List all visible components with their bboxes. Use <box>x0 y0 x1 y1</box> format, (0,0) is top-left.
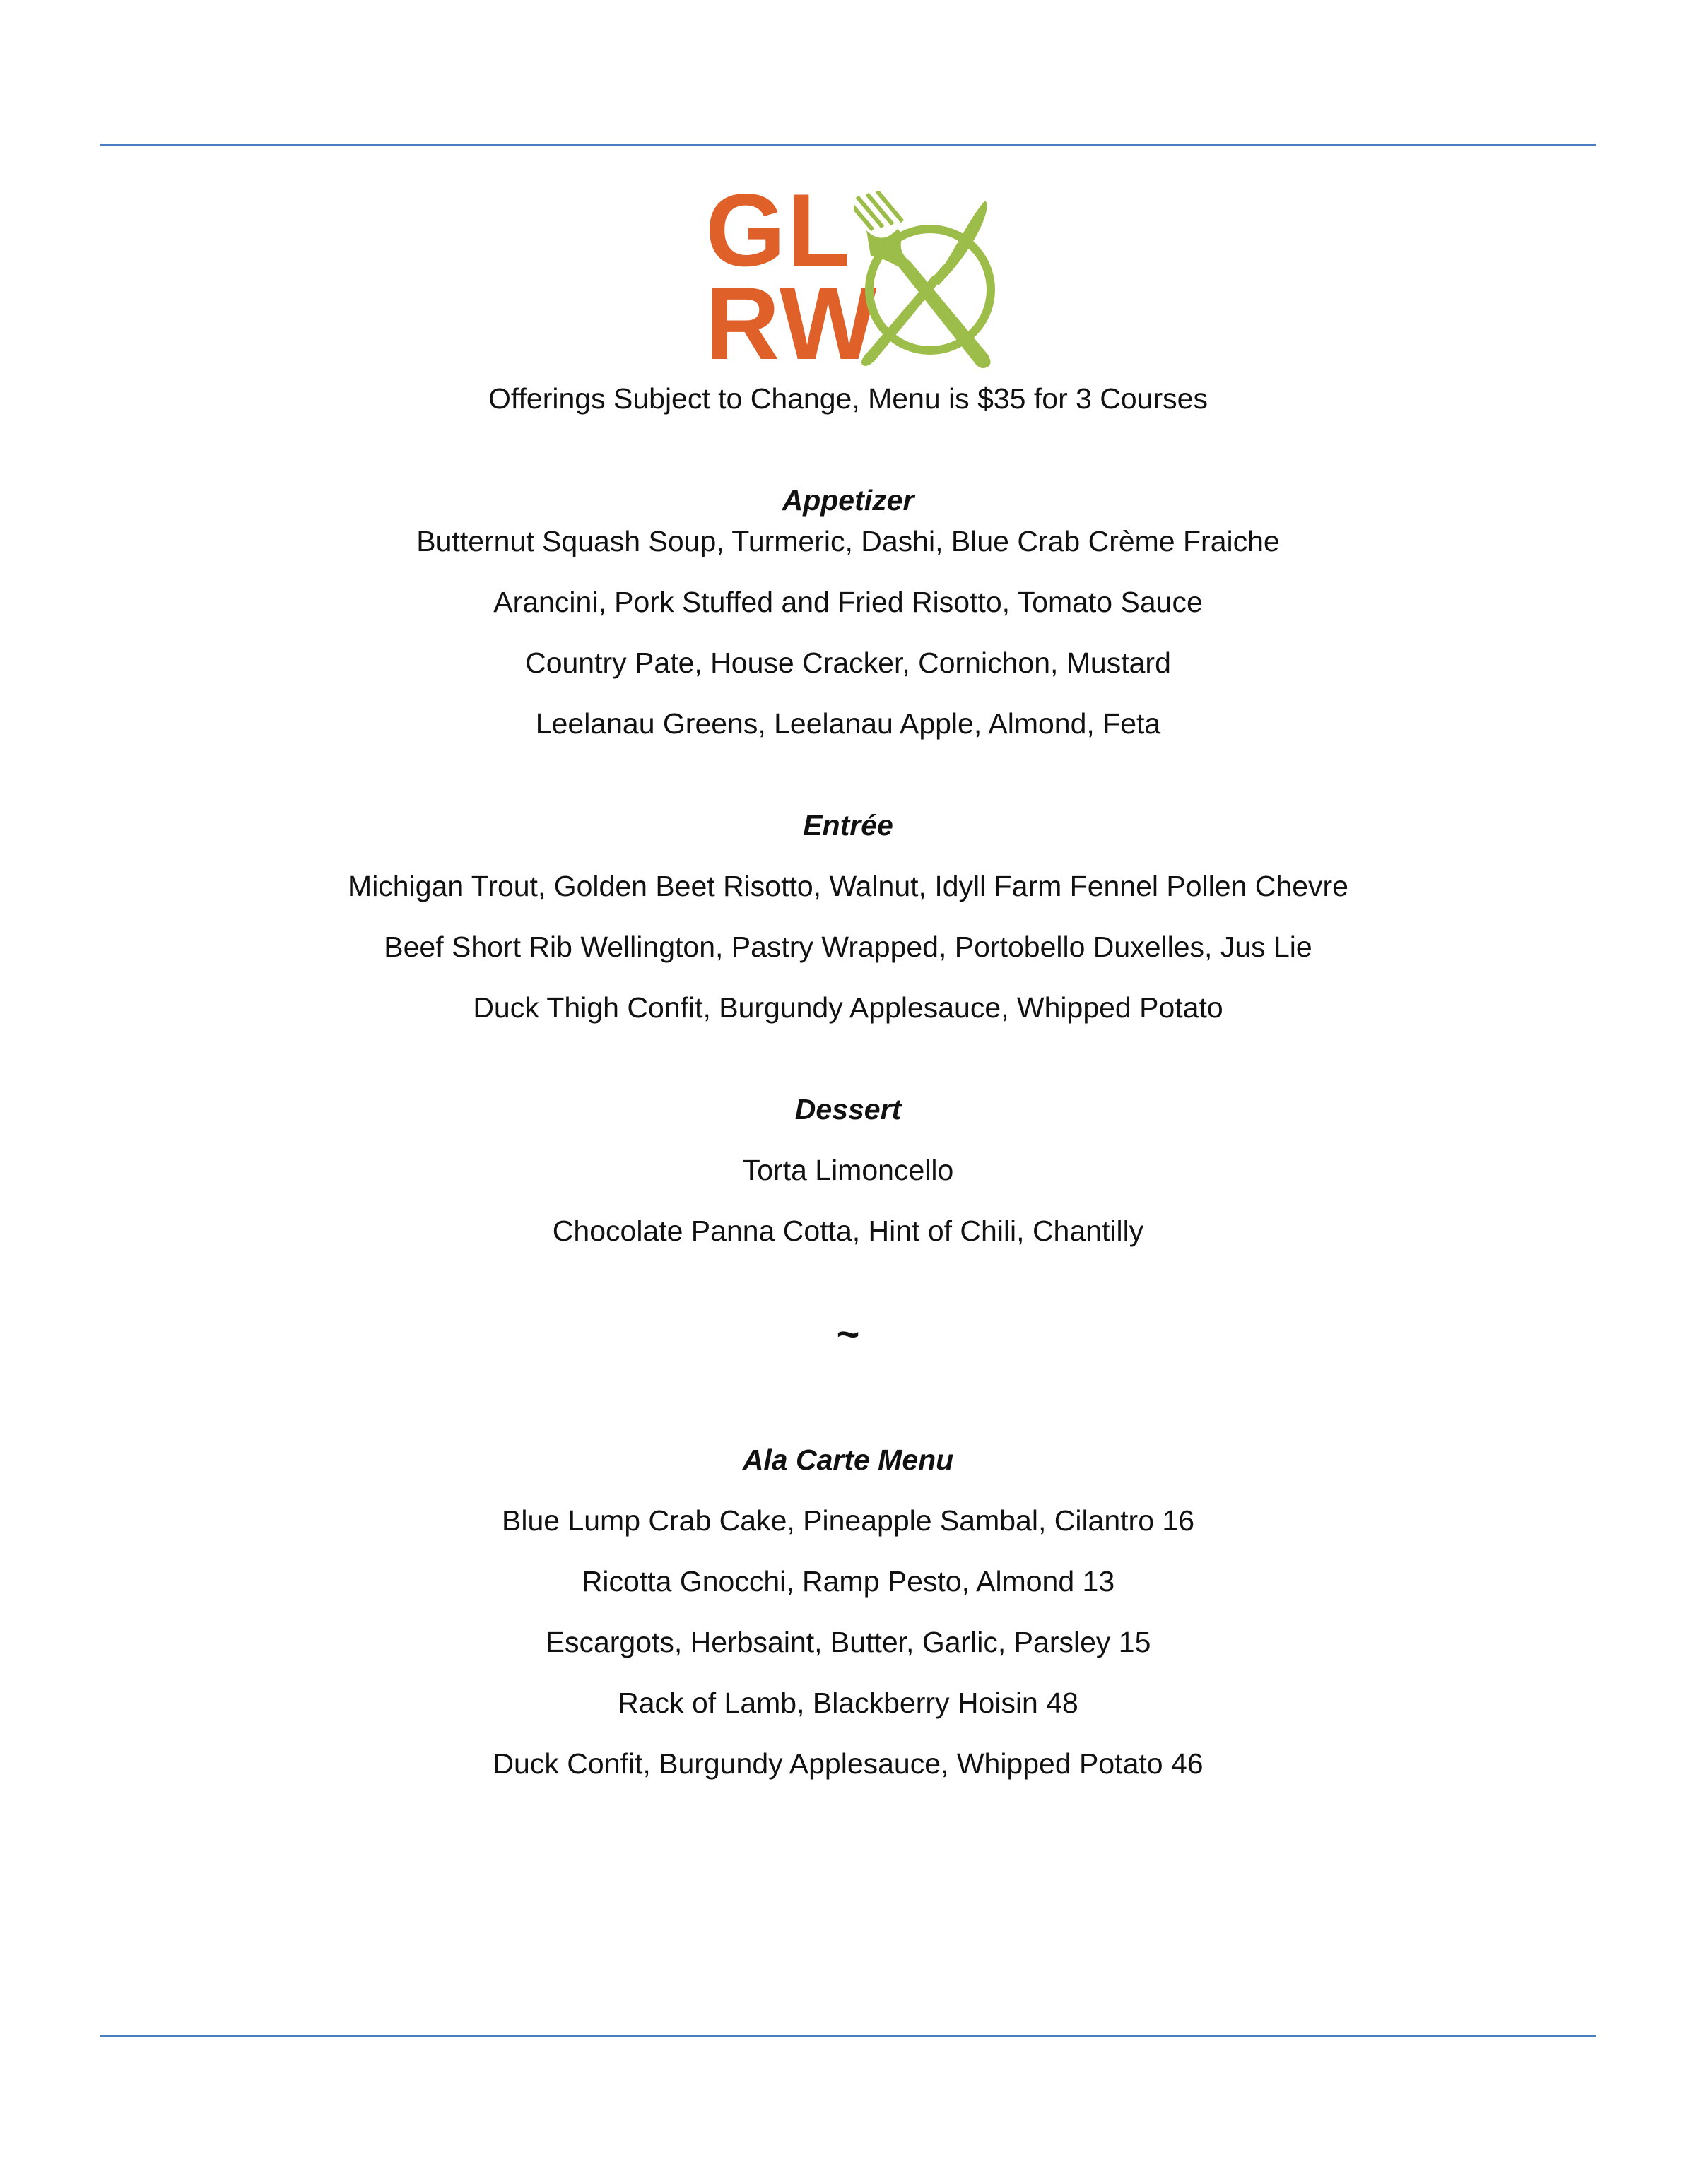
dessert-heading: Dessert <box>794 1093 902 1126</box>
appetizer-item: Leelanau Greens, Leelanau Apple, Almond, Feta <box>535 707 1161 740</box>
fork-knife-plate-icon <box>854 191 995 374</box>
dessert-item: Torta Limoncello <box>742 1154 954 1186</box>
ala-carte-item: Ricotta Gnocchi, Ramp Pesto, Almond 13 <box>581 1565 1115 1598</box>
ala-carte-heading: Ala Carte Menu <box>742 1444 954 1476</box>
ala-carte-item: Rack of Lamb, Blackberry Hoisin 48 <box>618 1687 1078 1719</box>
menu-tagline: Offerings Subject to Change, Menu is $35 for 3 Courses <box>488 382 1208 415</box>
entree-item: Beef Short Rib Wellington, Pastry Wrapped, Portobello Duxelles, Jus Lie <box>384 931 1312 963</box>
ala-carte-item: Duck Confit, Burgundy Applesauce, Whipped Potato 46 <box>493 1747 1204 1780</box>
appetizer-item: Country Pate, House Cracker, Cornichon, Mustard <box>525 647 1171 679</box>
appetizer-heading: Appetizer <box>782 484 914 517</box>
ala-carte-item: Blue Lump Crab Cake, Pineapple Sambal, Cilantro 16 <box>502 1504 1194 1537</box>
section-separator: ~ <box>836 1311 860 1356</box>
bottom-divider <box>100 2035 1596 2037</box>
entree-item: Duck Thigh Confit, Burgundy Applesauce, Whipped Potato <box>473 991 1223 1024</box>
logo-line-2: RW <box>705 266 878 381</box>
logo-lettering <box>705 172 878 381</box>
appetizer-item: Butternut Squash Soup, Turmeric, Dashi, Blue Crab Crème Fraiche <box>416 525 1280 557</box>
top-divider <box>100 144 1596 146</box>
entree-heading: Entrée <box>803 809 893 842</box>
appetizer-item: Arancini, Pork Stuffed and Fried Risotto, Tomato Sauce <box>493 586 1203 618</box>
logo-line-1: GL <box>705 172 852 288</box>
glrw-logo <box>700 172 996 381</box>
ala-carte-item: Escargots, Herbsaint, Butter, Garlic, Parsley 15 <box>545 1626 1151 1658</box>
dessert-item: Chocolate Panna Cotta, Hint of Chili, Chantilly <box>552 1215 1144 1247</box>
entree-item: Michigan Trout, Golden Beet Risotto, Walnut, Idyll Farm Fennel Pollen Chevre <box>348 870 1348 902</box>
